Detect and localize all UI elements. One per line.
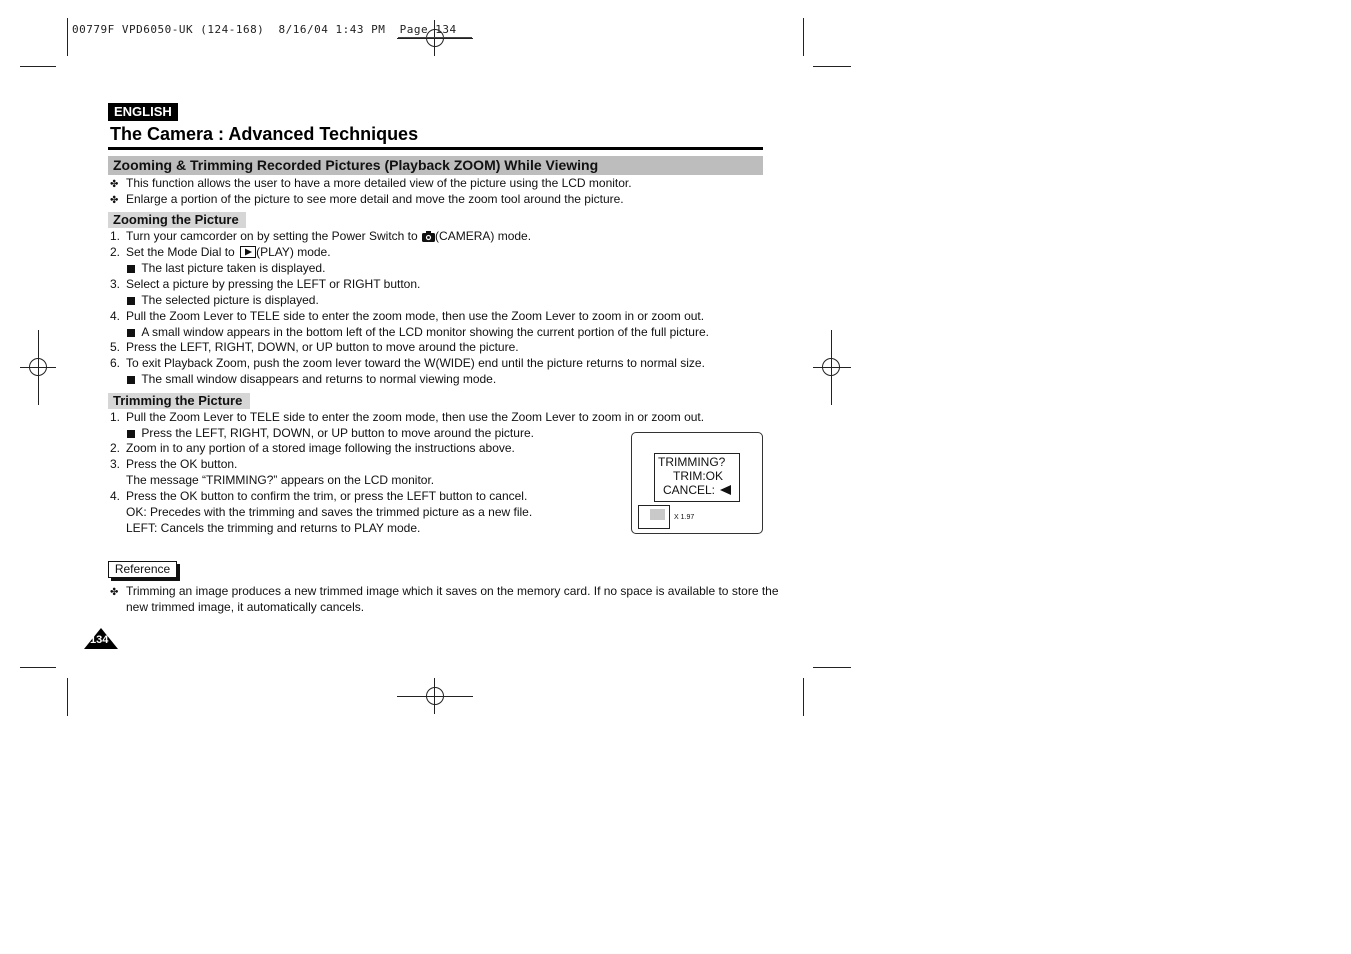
- step-number: 6.: [110, 356, 121, 370]
- trim-step-4-left: LEFT: Cancels the trimming and returns to PLAY mode.: [126, 521, 421, 535]
- page-number: 134: [90, 634, 109, 646]
- trim-step-1-note: [127, 425, 534, 441]
- reference-label: Reference: [108, 561, 177, 578]
- note-text: The small window disappears and returns to normal viewing mode.: [141, 372, 497, 386]
- zoom-level-readout: X 1.97: [674, 514, 695, 521]
- language-label: ENGLISH: [108, 103, 178, 121]
- cross-bullet-icon: ✤: [110, 179, 119, 190]
- trim-step-1: Pull the Zoom Lever to TELE side to enter the zoom mode, then use the Zoom Lever to zoom in or zoom out.: [126, 410, 705, 424]
- trimming-heading: Trimming the Picture: [108, 393, 250, 409]
- note-text: The selected picture is displayed.: [141, 293, 319, 307]
- step-text: Turn your camcorder on by setting the Power Switch to: [126, 229, 418, 243]
- zoom-step-4-note: [127, 324, 709, 340]
- title-rule: [108, 147, 763, 150]
- step-text: (CAMERA) mode.: [435, 229, 532, 243]
- step-number: 5.: [110, 340, 121, 354]
- trimming-dialog: [654, 453, 740, 502]
- dialog-trim-option: TRIM:OK: [673, 469, 723, 483]
- intro-text: This function allows the user to have a more detailed view of the picture using the LCD monitor.: [126, 176, 632, 190]
- print-header: 00779F VPD6050-UK (124-168) 8/16/04 1:43 PM Page 134: [72, 23, 457, 36]
- zoom-step-3-note: [127, 292, 319, 308]
- trim-step-3: Press the OK button.: [126, 457, 238, 471]
- step-text: (PLAY) mode.: [256, 245, 331, 259]
- zoom-step-2-note: [127, 260, 325, 276]
- square-bullet-icon: [127, 376, 135, 384]
- trim-step-4: Press the OK button to confirm the trim, or press the LEFT button to cancel.: [126, 489, 528, 503]
- page-title: The Camera : Advanced Techniques: [110, 124, 419, 144]
- zoom-position-window: [638, 505, 670, 529]
- registration-target-icon: [426, 687, 444, 705]
- step-number: 2.: [110, 441, 121, 455]
- step-number: 3.: [110, 457, 121, 471]
- zoom-step-4: Pull the Zoom Lever to TELE side to enter the zoom mode, then use the Zoom Lever to zoom in or zoom out.: [126, 309, 705, 323]
- square-bullet-icon: [127, 430, 135, 438]
- reference-text: new trimmed image, it automatically cancels.: [126, 600, 365, 614]
- dialog-cancel-option: [663, 484, 731, 498]
- intro-item: [110, 191, 118, 209]
- step-number: 3.: [110, 277, 121, 291]
- trim-step-2: Zoom in to any portion of a stored image following the instructions above.: [126, 441, 515, 455]
- step-number: 2.: [110, 245, 121, 259]
- step-number: 1.: [110, 410, 121, 424]
- zoom-step-6: To exit Playback Zoom, push the zoom lever toward the W(WIDE) end until the picture returns to normal size.: [126, 356, 705, 370]
- zoom-step-6-note: [127, 371, 496, 387]
- camera-icon: [422, 230, 435, 246]
- lcd-screen-illustration: [631, 432, 763, 534]
- step-number: 1.: [110, 229, 121, 243]
- step-number: 4.: [110, 309, 121, 323]
- trim-step-3-detail: The message “TRIMMING?” appears on the LCD monitor.: [126, 473, 435, 487]
- zoom-position-indicator: [650, 509, 665, 520]
- intro-text: Enlarge a portion of the picture to see more detail and move the zoom tool around the picture.: [126, 192, 624, 206]
- note-text: The last picture taken is displayed.: [141, 261, 326, 275]
- zooming-heading: Zooming the Picture: [108, 212, 246, 228]
- square-bullet-icon: [127, 329, 135, 337]
- step-number: 4.: [110, 489, 121, 503]
- step-text: Set the Mode Dial to: [126, 245, 235, 259]
- reference-text: Trimming an image produces a new trimmed image which it saves on the memory card. If no space is available to store the: [126, 584, 779, 598]
- zoom-step-5: Press the LEFT, RIGHT, DOWN, or UP button to move around the picture.: [126, 340, 519, 354]
- cross-bullet-icon: ✤: [110, 587, 119, 598]
- note-text: Press the LEFT, RIGHT, DOWN, or UP button to move around the picture.: [141, 426, 534, 440]
- dialog-title: TRIMMING?: [658, 455, 726, 469]
- registration-target-icon: [822, 358, 840, 376]
- registration-target-icon: [29, 358, 47, 376]
- note-text: A small window appears in the bottom left of the LCD monitor showing the current portion of the full picture.: [141, 325, 709, 339]
- section-heading: Zooming & Trimming Recorded Pictures (Playback ZOOM) While Viewing: [108, 156, 763, 175]
- square-bullet-icon: [127, 297, 135, 305]
- trim-step-4-ok: OK: Precedes with the trimming and saves the trimmed picture as a new file.: [126, 505, 533, 519]
- reference-item: [110, 583, 118, 601]
- cancel-label: CANCEL:: [663, 483, 716, 497]
- cross-bullet-icon: ✤: [110, 195, 119, 206]
- zoom-step-3: Select a picture by pressing the LEFT or RIGHT button.: [126, 277, 421, 291]
- left-arrow-icon: [720, 485, 731, 498]
- square-bullet-icon: [127, 265, 135, 273]
